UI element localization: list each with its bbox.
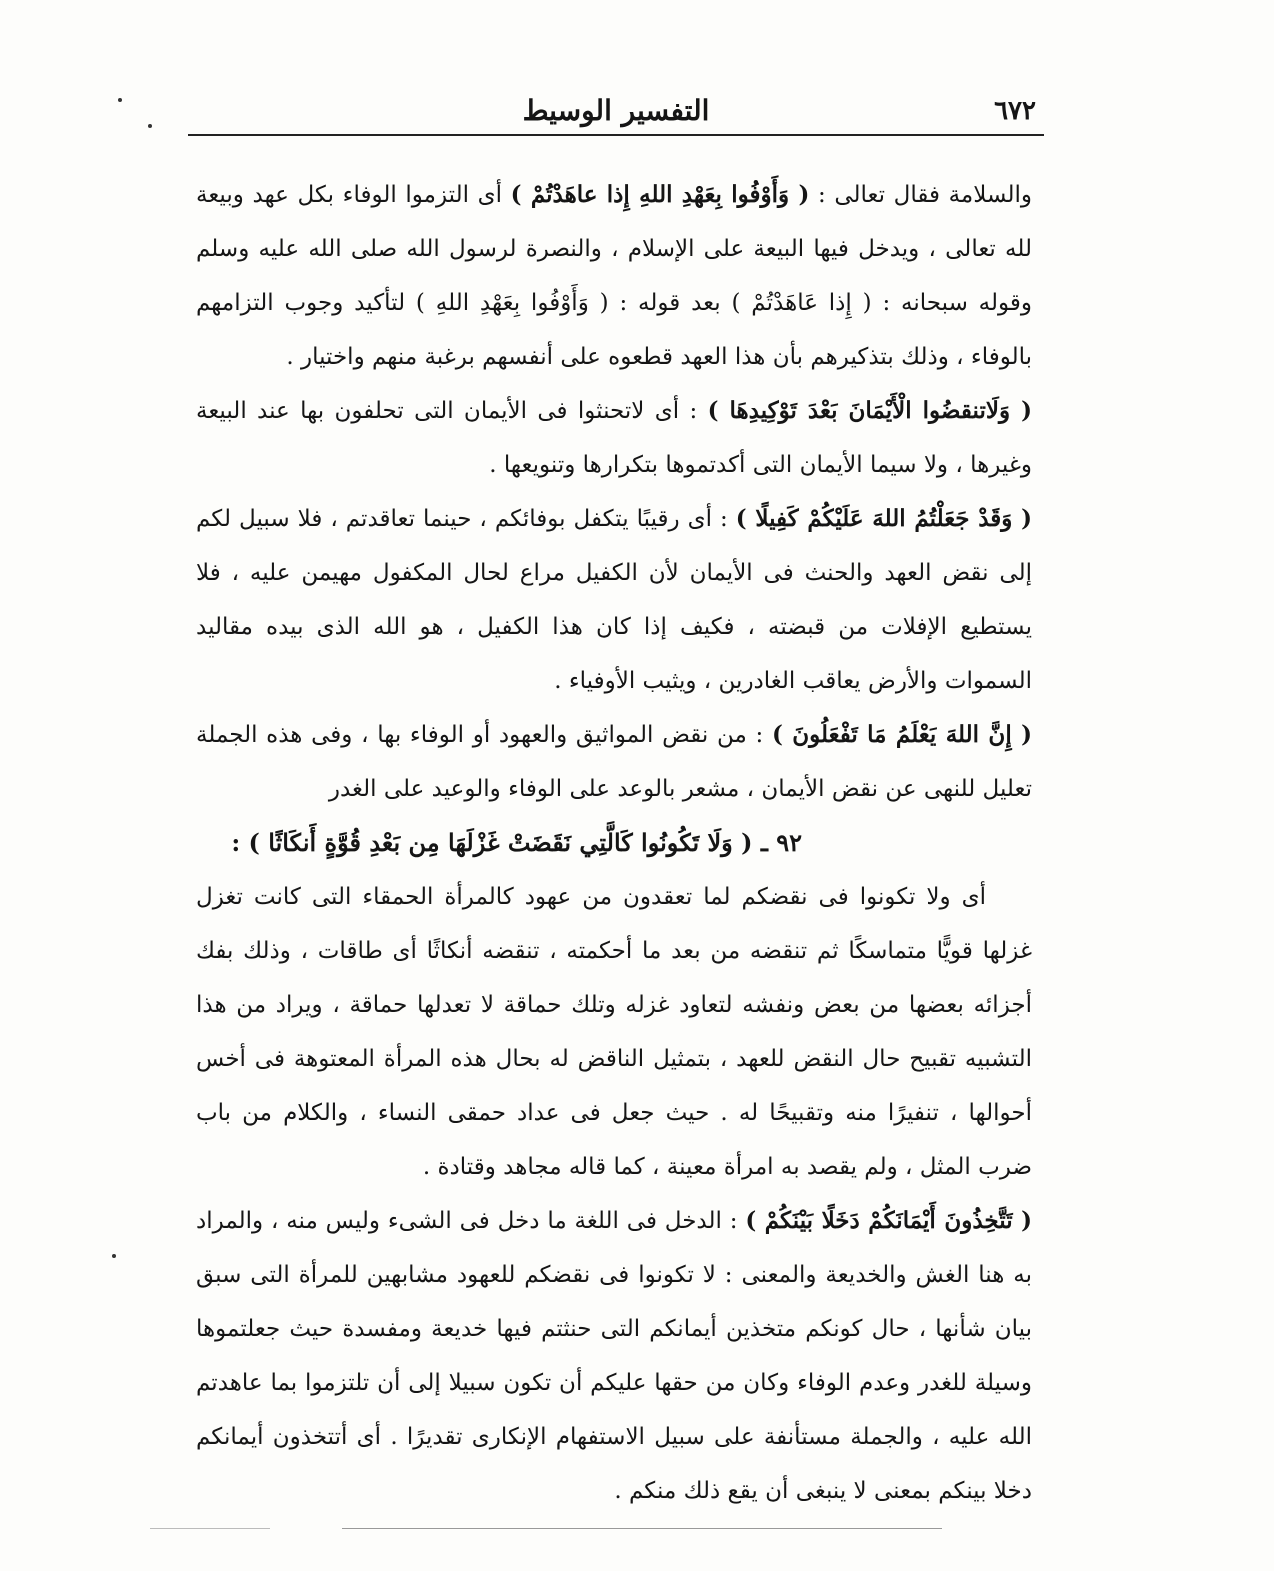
verse-heading: ٩٢ ـ ( وَلَا تَكُونُوا كَالَّتِي نَقَضَتْ غَزْلَهَا مِن بَعْدِ قُوَّةٍ أَنكَاثًا ) : bbox=[231, 828, 802, 857]
running-title: التفسير الوسيط bbox=[522, 94, 710, 127]
paragraph-text: : أى لاتحنثوا فى الأيمان التى تحلفون بها عند البيعة وغيرها ، ولا سيما الأيمان التى أكدتموها بتكرارها وتنويعها . bbox=[196, 398, 1032, 478]
paragraph-1 bbox=[196, 168, 1032, 384]
scan-speck bbox=[112, 1254, 116, 1258]
quran-quote: ( وَقَدْ جَعَلْتُمُ اللهَ عَلَيْكُمْ كَفِيلًا ) bbox=[735, 505, 1032, 532]
quran-quote: ( إِنَّ اللهَ يَعْلَمُ مَا تَفْعَلُونَ ) bbox=[771, 721, 1032, 748]
paragraph-5 bbox=[196, 870, 1032, 1194]
quran-quote: ( وَلَاتنقضُوا الْأَيْمَانَ بَعْدَ تَوْكِيدِهَا ) bbox=[707, 397, 1032, 424]
paragraph-text: : الدخل فى اللغة ما دخل فى الشىء وليس منه ، والمراد به هنا الغش والخديعة والمعنى : لا تكونوا فى نقضكم للعهود مشابهين للمرأة التى سبق بيان شأنها ، حال كونكم متخذين أيمانكم التى حنثتم فيها خديعة ومفسدة حيث جعلتموها وسيلة للغدر وعدم الوفاء وكان من حقها عليكم أن تكون سبيلا إلى أن تلتزموا بما عاهدتم الله عليه ، والجملة مستأنفة على سبيل الاستفهام الإنكارى تقديرًا . أى أتتخذون أيمانكم دخلا بينكم بمعنى لا ينبغى أن يقع ذلك منكم . bbox=[196, 1208, 1032, 1504]
page-number: ٦٧٢ bbox=[994, 96, 1036, 126]
scan-edge-line bbox=[342, 1528, 942, 1529]
scan-edge-line bbox=[150, 1528, 270, 1529]
paragraph-3 bbox=[196, 492, 1032, 708]
paragraph-2 bbox=[196, 384, 1032, 492]
quran-quote: ( تَتَّخِذُونَ أَيْمَانَكُمْ دَخَلًا بَيْنَكُمْ ) bbox=[745, 1207, 1033, 1234]
scan-speck bbox=[118, 98, 122, 102]
paragraph-text: والسلامة فقال تعالى : bbox=[809, 182, 1032, 208]
paragraph-text: : من نقض المواثيق والعهود أو الوفاء بها ، وفى هذه الجملة تعليل للنهى عن نقض الأيمان ، مشعر بالوعد على الوفاء والوعيد على الغدر bbox=[196, 722, 1032, 802]
body-text bbox=[196, 168, 1032, 1518]
page-header bbox=[190, 92, 1042, 132]
header-rule bbox=[188, 134, 1044, 136]
paragraph-4 bbox=[196, 708, 1032, 816]
paragraph-text: : أى رقيبًا يتكفل بوفائكم ، حينما تعاقدتم ، فلا سبيل لكم إلى نقض العهد والحنث فى الأيمان لأن الكفيل مراع لحال المكفول مهيمن عليه ، فلا يستطيع الإفلات من قبضته ، فكيف إذا كان هذا الكفيل ، هو الله الذى بيده مقاليد السموات والأرض يعاقب الغادرين ، ويثيب الأوفياء . bbox=[196, 506, 1032, 694]
scan-speck bbox=[148, 124, 152, 128]
paragraph-text: أى ولا تكونوا فى نقضكم لما تعقدون من عهود كالمرأة الحمقاء التى كانت تغزل غزلها قويًّا متماسكًا ثم تنقضه من بعد ما أحكمته ، تنقضه أنكاثًا أى طاقات ، وذلك بفك أجزائه بعضها من بعض ونفشه لتعاود غزله وتلك حماقة لا تعدلها حماقة ، ويراد من هذا التشبيه تقبيح حال النقض للعهد ، بتمثيل الناقض له بحال هذه المرأة المعتوهة فى أخس أحوالها ، تنفيرًا منه وتقبيحًا له . حيث جعل فى عداد حمقى النساء ، والكلام من باب ضرب المثل ، ولم يقصد به امرأة معينة ، كما قاله مجاهد وقتادة . bbox=[196, 884, 1032, 1180]
paragraph-text: أى التزموا الوفاء بكل عهد وبيعة لله تعالى ، ويدخل فيها البيعة على الإسلام ، والنصرة لرسول الله صلى الله عليه وسلم وقوله سبحانه : ( إِذا عَاهَدْتُمْ ) بعد قوله : ( وَأَوْفُوا بِعَهْدِ اللهِ ) لتأكيد وجوب التزامهم بالوفاء ، وذلك بتذكيرهم بأن هذا العهد قطعوه على أنفسهم برغبة منهم واختيار . bbox=[196, 182, 1032, 370]
quran-quote: ( وَأَوْفُوا بِعَهْدِ اللهِ إِذا عاهَدْتُمْ ) bbox=[510, 181, 810, 208]
paragraph-6 bbox=[196, 1194, 1032, 1518]
